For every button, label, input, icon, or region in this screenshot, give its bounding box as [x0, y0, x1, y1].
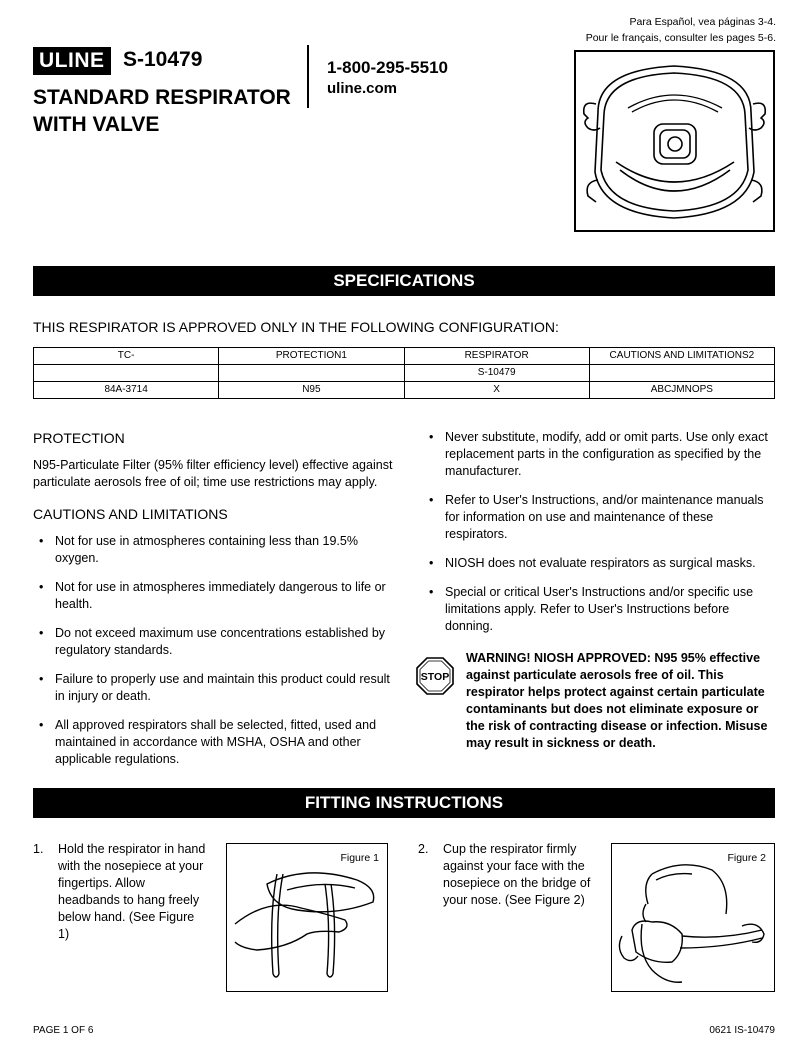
fitting-step-2	[418, 841, 608, 941]
table-cell: N95	[219, 382, 404, 399]
approved-configuration-text: THIS RESPIRATOR IS APPROVED ONLY IN THE FOLLOWING CONFIGURATION:	[33, 319, 559, 335]
header-divider	[307, 45, 309, 108]
table-row	[34, 365, 775, 382]
stop-sign-icon	[416, 657, 454, 695]
cautions-list-right	[423, 429, 775, 635]
step-text: Hold the respirator in hand with the nosepiece at your fingertips. Allow headbands to hang freely below hand. (See Figure 1)	[58, 842, 206, 941]
table-header: PROTECTION1	[219, 348, 404, 365]
table-row	[34, 382, 775, 399]
person-fitting-respirator-drawing	[612, 844, 774, 991]
step-number: 2.	[418, 842, 429, 856]
page-number: PAGE 1 OF 6	[33, 1025, 94, 1036]
list-item	[423, 555, 775, 572]
list-item	[423, 429, 775, 480]
table-header: RESPIRATOR	[404, 348, 589, 365]
figure-label: Figure 2	[727, 852, 766, 864]
language-note-french: Pour le français, consulter les pages 5-6.	[585, 32, 776, 44]
right-column	[423, 429, 775, 647]
list-item-text: Not for use in atmospheres immediately dangerous to life or health.	[55, 580, 386, 611]
list-item-text: Special or critical User's Instructions and/or specific use limitations apply. Refer to User's Instructions before donning.	[445, 585, 754, 633]
bullet-icon: •	[39, 534, 44, 548]
bullet-icon: •	[39, 626, 44, 640]
list-item-text: All approved respirators shall be selected, fitted, used and maintained in accordance with MSHA, OSHA and other applicable regulations.	[55, 718, 377, 766]
table-cell: X	[404, 382, 589, 399]
protection-text: N95-Particulate Filter (95% filter efficiency level) effective against particulate aerosols free of oil; time use restrictions may apply.	[33, 458, 393, 489]
table-cell: S-10479	[404, 365, 589, 382]
table-header: TC-	[34, 348, 219, 365]
list-item-text: NIOSH does not evaluate respirators as surgical masks.	[445, 556, 756, 570]
list-item-text: Never substitute, modify, add or omit parts. Use only exact replacement parts in the configuration as specified by the manufacturer.	[445, 430, 768, 478]
step-text: Cup the respirator firmly against your face with the nosepiece on the bridge of your nose. (See Figure 2)	[443, 842, 591, 907]
product-title-line1: STANDARD RESPIRATOR	[33, 86, 291, 109]
list-item	[33, 625, 393, 659]
bullet-icon: •	[429, 585, 434, 599]
table-header-row	[34, 348, 775, 365]
table-cell: 84A-3714	[34, 382, 219, 399]
uline-logo: ULINE	[33, 47, 111, 75]
figure-label: Figure 1	[340, 852, 379, 864]
respirator-front-drawing	[576, 52, 773, 230]
list-item	[33, 533, 393, 567]
cautions-heading: CAUTIONS AND LIMITATIONS	[33, 506, 228, 522]
figure-2	[611, 843, 775, 992]
respirator-illustration	[574, 50, 775, 232]
list-item-text: Not for use in atmospheres containing less than 19.5% oxygen.	[55, 534, 358, 565]
list-item	[33, 717, 393, 768]
phone-number: 1-800-295-5510	[327, 58, 448, 77]
list-item	[33, 579, 393, 613]
product-title-line2: WITH VALVE	[33, 113, 160, 136]
list-item	[33, 671, 393, 705]
hand-holding-respirator-drawing	[227, 844, 387, 991]
bullet-icon: •	[39, 672, 44, 686]
table-cell: ABCJMNOPS	[589, 382, 774, 399]
bullet-icon: •	[429, 556, 434, 570]
product-title	[33, 84, 303, 138]
bullet-icon: •	[429, 430, 434, 444]
website: uline.com	[327, 80, 398, 97]
figure-1	[226, 843, 388, 992]
document-code: 0621 IS-10479	[709, 1025, 775, 1036]
list-item-text: Failure to properly use and maintain this product could result in injury or death.	[55, 672, 390, 703]
approval-table	[33, 347, 775, 399]
bullet-icon: •	[39, 718, 44, 732]
model-number: S-10479	[123, 48, 203, 71]
specifications-heading: SPECIFICATIONS	[33, 266, 775, 296]
cautions-list-left	[33, 533, 393, 768]
fitting-instructions-heading: FITTING INSTRUCTIONS	[33, 788, 775, 818]
list-item-text: Refer to User's Instructions, and/or maintenance manuals for information on use and maintenance of these respirators.	[445, 493, 764, 541]
left-column	[33, 429, 393, 780]
list-item	[423, 492, 775, 543]
bullet-icon: •	[39, 580, 44, 594]
language-note-spanish: Para Español, vea páginas 3-4.	[629, 16, 776, 28]
stop-sign-label: STOP	[420, 671, 450, 683]
fitting-step-1	[33, 841, 213, 941]
warning-text: WARNING! NIOSH APPROVED: N95 95% effective against particulate aerosols free of oil. This respirator helps protect against certain particulate contaminants but does not eliminate exposure or the risk of contracting disease or infection. Misuse may result in sickness or death.	[466, 651, 768, 750]
list-item	[423, 584, 775, 635]
protection-heading: PROTECTION	[33, 430, 125, 446]
language-note	[586, 14, 776, 46]
table-cell	[34, 365, 219, 382]
table-cell	[589, 365, 774, 382]
step-number: 1.	[33, 842, 44, 856]
bullet-icon: •	[429, 493, 434, 507]
table-header: CAUTIONS AND LIMITATIONS2	[589, 348, 774, 365]
table-cell	[219, 365, 404, 382]
list-item-text: Do not exceed maximum use concentrations established by regulatory standards.	[55, 626, 386, 657]
